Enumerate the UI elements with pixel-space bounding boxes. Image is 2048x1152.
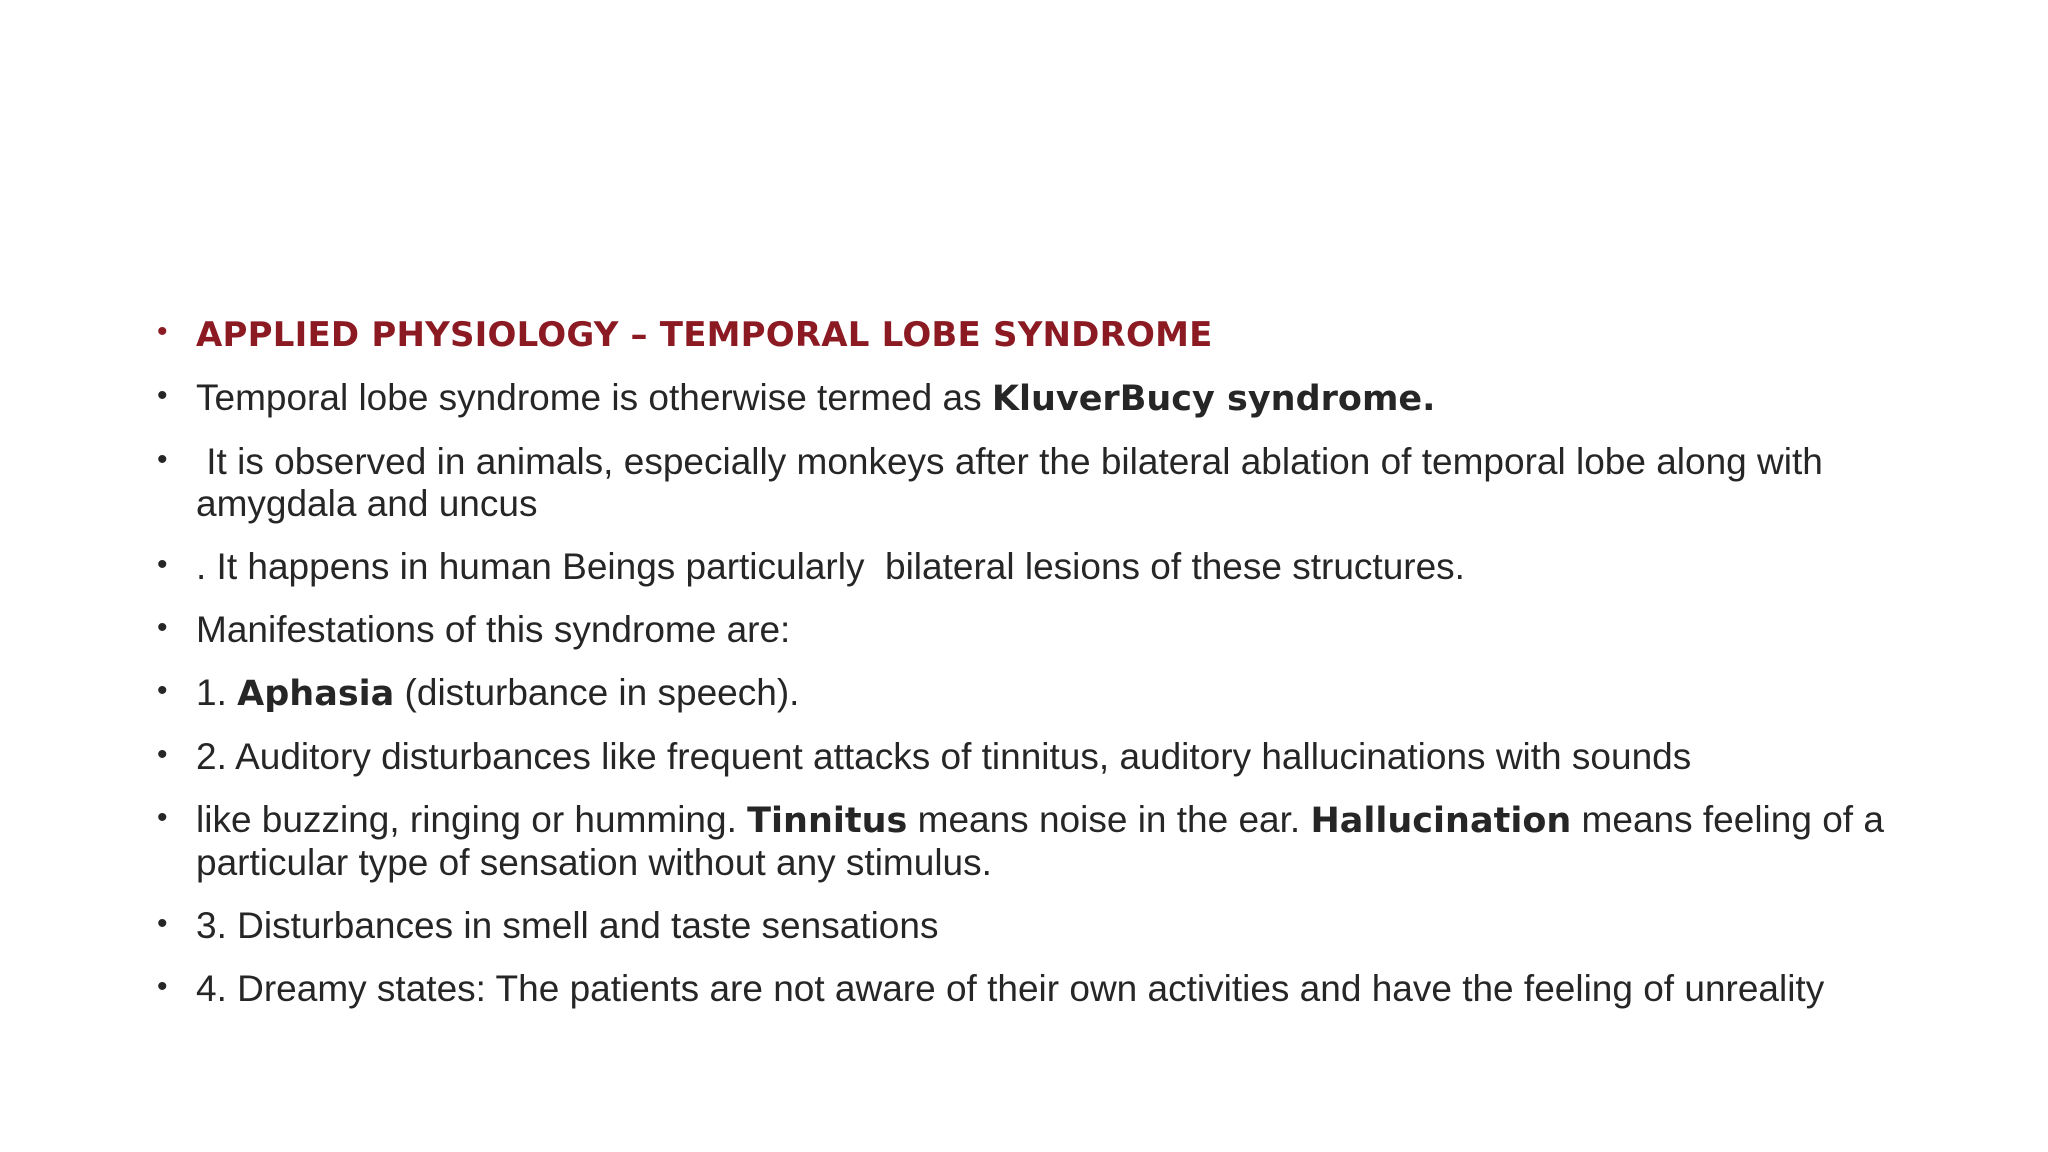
bullet-marker: • — [157, 379, 168, 412]
bullet-marker: • — [157, 611, 168, 644]
bullet-bold-term: KluverBucy syndrome. — [991, 379, 1436, 419]
bullet-text: It is observed in animals, especially monkeys after the bilateral ablation of temporal lobe along with amygdala and uncus — [196, 441, 1834, 524]
bullet-text: means feeling of a particular type of sensation without any stimulus. — [196, 799, 1895, 883]
bullet-marker: • — [157, 443, 168, 476]
bullet-bold-term: Tinnitus — [747, 801, 908, 841]
bullet-text: Manifestations of this syndrome are: — [196, 609, 791, 650]
bullet-text: 3. Disturbances in smell and taste sensations — [196, 905, 939, 946]
bullet-kluver-bucy — [148, 377, 1908, 420]
bullet-marker: • — [157, 738, 168, 771]
bullet-smell-taste — [148, 905, 1908, 947]
bullet-list — [148, 313, 1908, 1031]
bullet-marker: • — [157, 907, 168, 940]
bullet-marker: • — [157, 970, 168, 1003]
bullet-marker: • — [157, 674, 168, 707]
bullet-text: 2. Auditory disturbances like frequent attacks of tinnitus, auditory hallucinations with sounds — [196, 736, 1692, 777]
bullet-marker: • — [157, 801, 168, 834]
bullet-text: 4. Dreamy states: The patients are not aware of their own activities and have the feeling of unreality — [196, 968, 1825, 1009]
bullet-auditory — [148, 736, 1908, 778]
bullet-text-suffix: (disturbance in speech). — [394, 672, 800, 713]
bullet-bold-term: Aphasia — [237, 674, 395, 714]
bullet-animals — [148, 441, 1908, 525]
bullet-marker: • — [157, 548, 168, 581]
bullet-text: . It happens in human Beings particularly bilateral lesions of these structures. — [196, 546, 1465, 587]
bullet-marker: • — [157, 315, 168, 348]
bullet-bold-term: Hallucination — [1310, 801, 1572, 841]
bullet-text: like buzzing, ringing or humming. — [196, 799, 748, 840]
bullet-text: means noise in the ear. — [907, 799, 1311, 840]
bullet-tinnitus-hallucination — [148, 799, 1908, 884]
bullet-manifestations — [148, 609, 1908, 651]
bullet-dreamy-states — [148, 968, 1908, 1010]
bullet-text-prefix: 1. — [196, 672, 238, 713]
bullet-heading — [148, 313, 1908, 356]
slide-heading: APPLIED PHYSIOLOGY – TEMPORAL LOBE SYNDROME — [196, 315, 1213, 355]
bullet-humans — [148, 546, 1908, 588]
bullet-aphasia — [148, 672, 1908, 715]
bullet-text: Temporal lobe syndrome is otherwise termed as — [196, 377, 992, 418]
